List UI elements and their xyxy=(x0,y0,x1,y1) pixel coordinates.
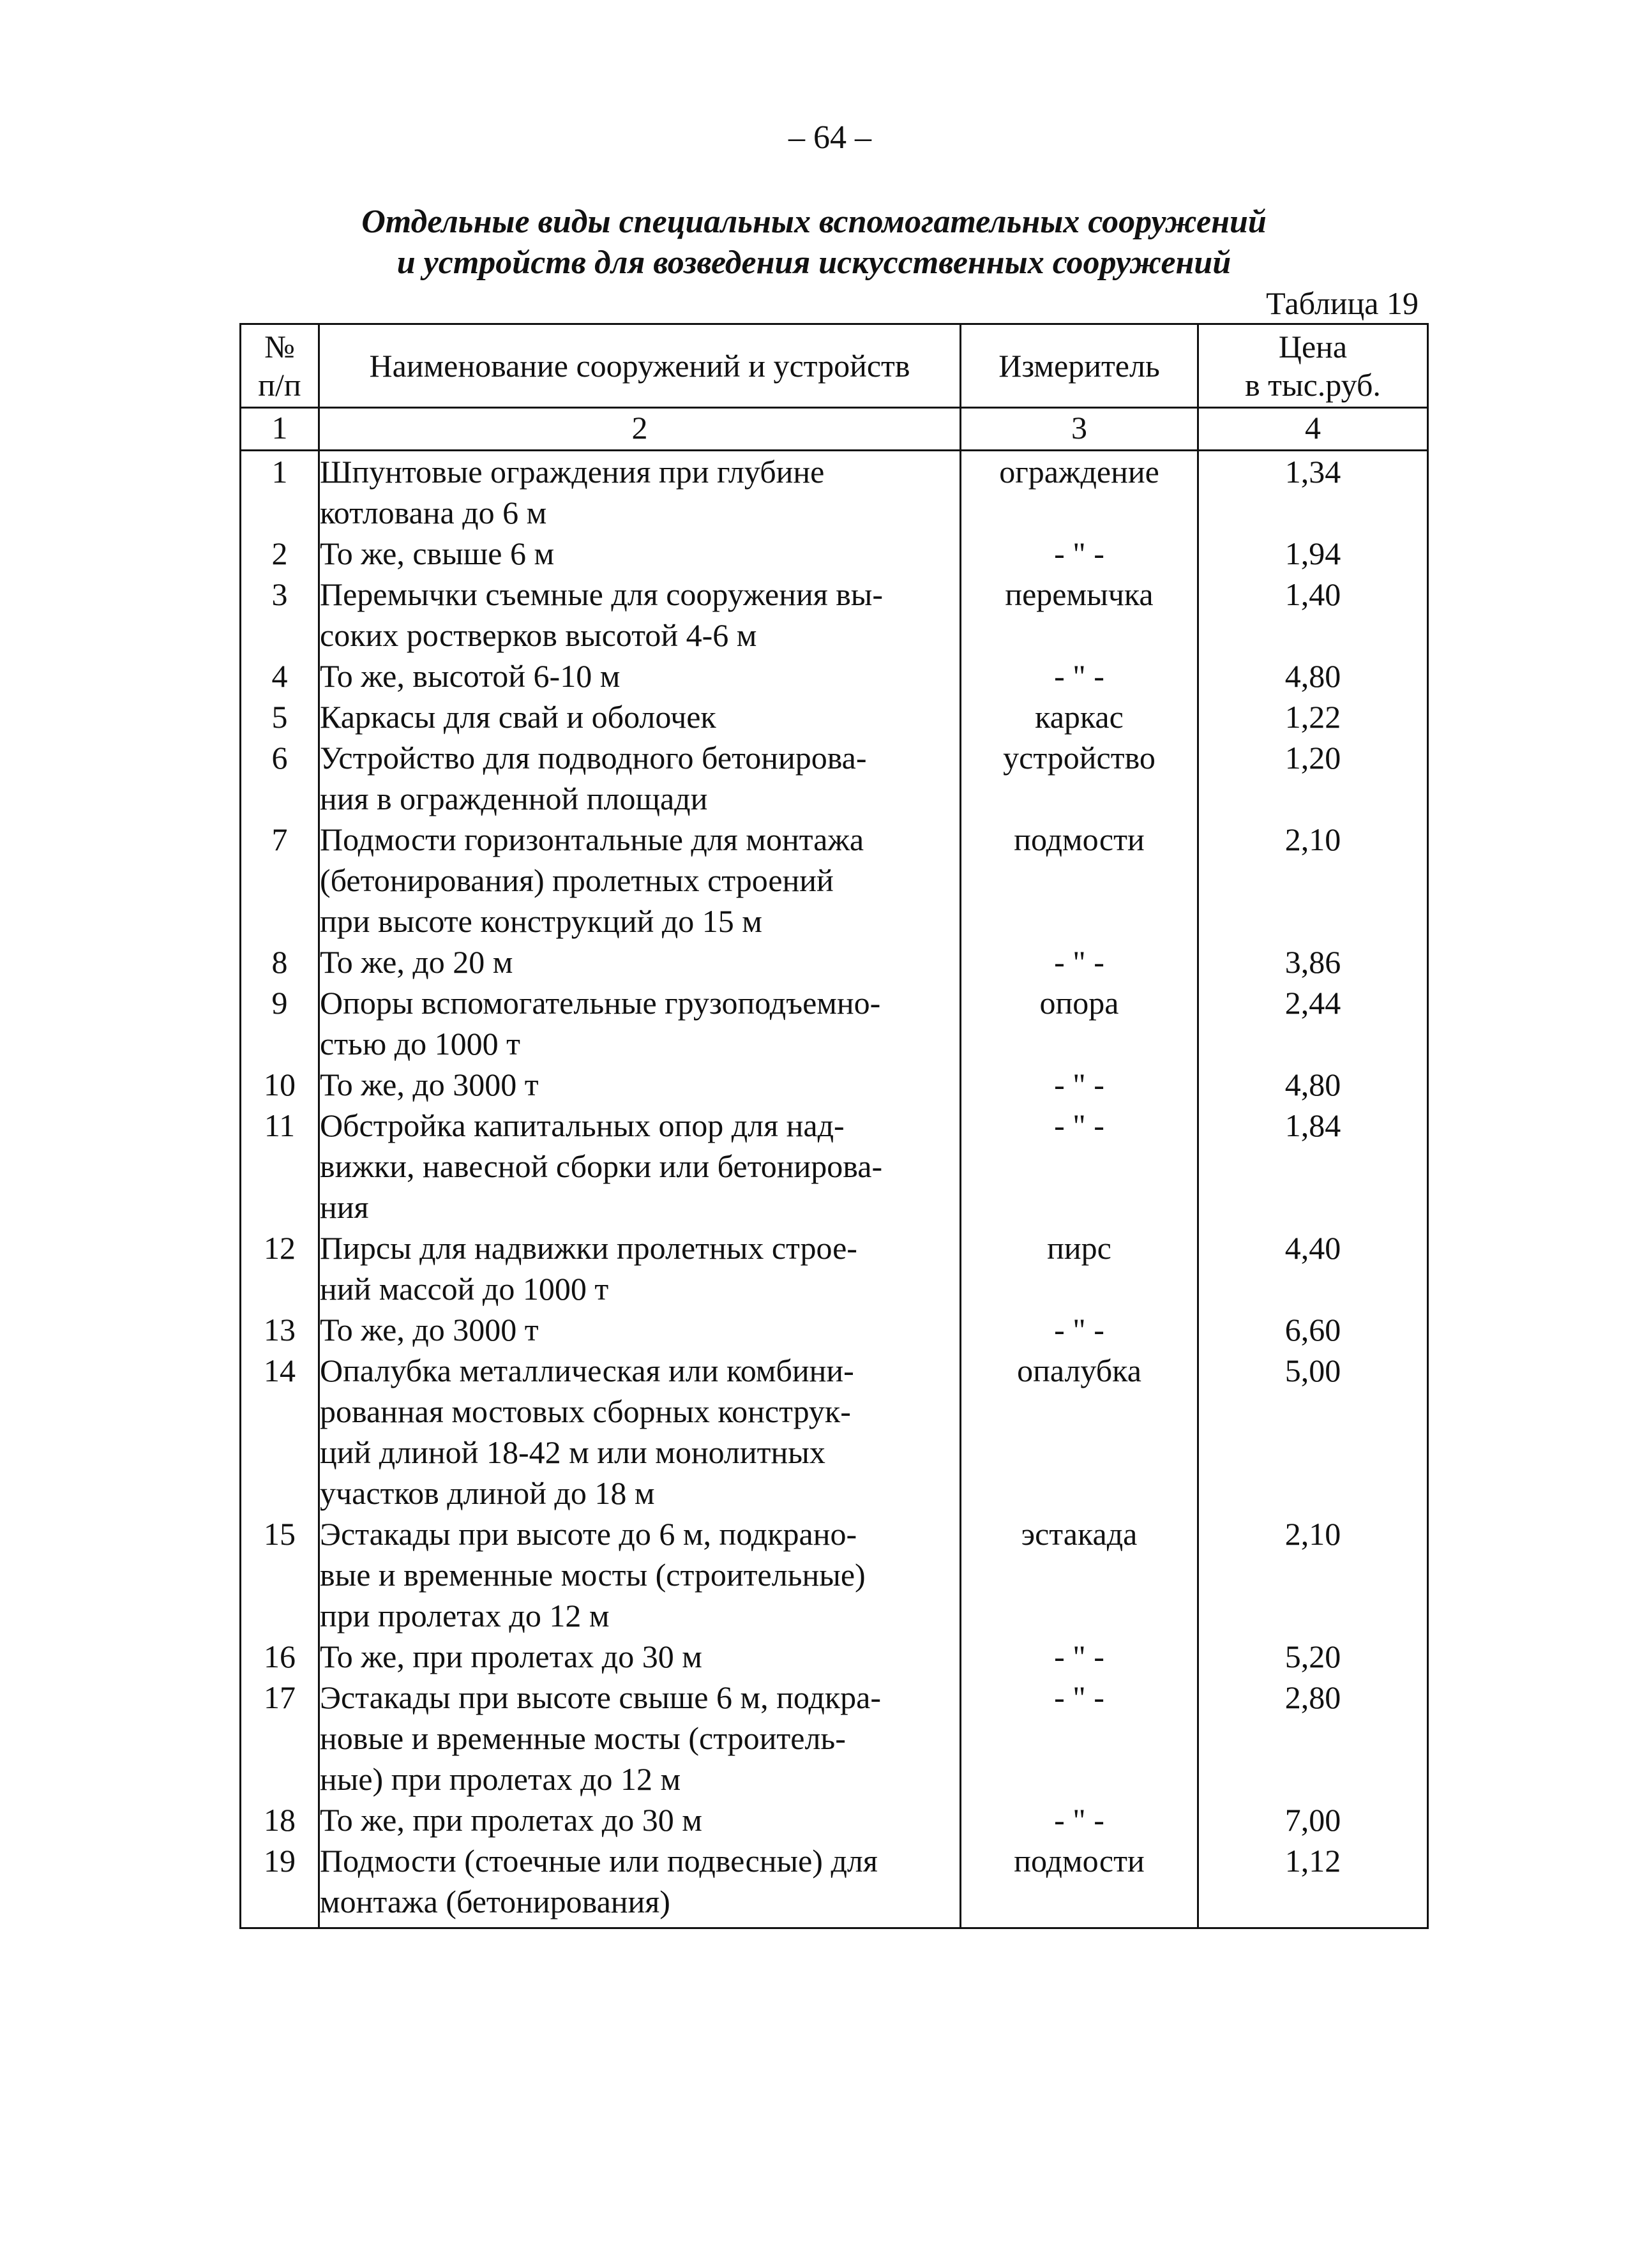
table-row xyxy=(241,1840,1428,1928)
row-unit: - " - xyxy=(961,1677,1198,1799)
row-name-line: Каркасы для свай и оболочек xyxy=(320,699,716,735)
row-name-line: Эстакады при высоте до 6 м, подкрано- xyxy=(320,1516,857,1552)
row-unit: - " - xyxy=(961,1799,1198,1840)
row-price: 4,80 xyxy=(1198,656,1428,696)
row-name-line: монтажа (бетонирования) xyxy=(320,1884,670,1919)
row-number: 6 xyxy=(241,737,319,819)
table-row xyxy=(241,574,1428,656)
row-unit: - " - xyxy=(961,1636,1198,1677)
table-header-row xyxy=(241,324,1428,408)
row-number: 15 xyxy=(241,1513,319,1636)
table-row xyxy=(241,656,1428,696)
row-number: 9 xyxy=(241,982,319,1064)
row-name xyxy=(319,1064,961,1105)
row-name-line: ния xyxy=(320,1189,369,1225)
row-unit: - " - xyxy=(961,533,1198,574)
row-name-line: Обстройка капитальных опор для над- xyxy=(320,1108,845,1143)
row-number: 1 xyxy=(241,451,319,534)
table-row xyxy=(241,1064,1428,1105)
row-price: 7,00 xyxy=(1198,1799,1428,1840)
row-name-line: То же, при пролетах до 30 м xyxy=(320,1802,702,1838)
row-unit: - " - xyxy=(961,1064,1198,1105)
page-number: – 64 – xyxy=(788,119,871,156)
header-num-line-1: № xyxy=(264,329,295,364)
row-unit: - " - xyxy=(961,656,1198,696)
row-name xyxy=(319,1677,961,1799)
row-name xyxy=(319,533,961,574)
row-unit: подмости xyxy=(961,1840,1198,1928)
row-name xyxy=(319,1799,961,1840)
row-name-line: (бетонирования) пролетных строений xyxy=(320,862,834,898)
table-row xyxy=(241,696,1428,737)
row-price: 5,20 xyxy=(1198,1636,1428,1677)
row-number: 4 xyxy=(241,656,319,696)
row-unit: перемычка xyxy=(961,574,1198,656)
row-number: 14 xyxy=(241,1350,319,1513)
header-price xyxy=(1198,324,1428,408)
table-row xyxy=(241,942,1428,982)
row-number: 17 xyxy=(241,1677,319,1799)
row-name-line: ций длиной 18-42 м или монолитных xyxy=(320,1434,825,1470)
row-price: 2,10 xyxy=(1198,1513,1428,1636)
row-name-line: Шпунтовые ограждения при глубине xyxy=(320,454,825,490)
row-name xyxy=(319,1350,961,1513)
table-row xyxy=(241,982,1428,1064)
column-number: 4 xyxy=(1198,408,1428,451)
row-name-line: То же, до 3000 т xyxy=(320,1067,539,1102)
row-number: 18 xyxy=(241,1799,319,1840)
row-name xyxy=(319,1105,961,1228)
row-name-line: вые и временные мосты (строительные) xyxy=(320,1557,866,1593)
row-number: 13 xyxy=(241,1309,319,1350)
row-unit: - " - xyxy=(961,1309,1198,1350)
table-row xyxy=(241,1309,1428,1350)
row-name-line: То же, до 20 м xyxy=(320,944,513,980)
row-name-line: То же, свыше 6 м xyxy=(320,536,555,571)
row-price: 6,60 xyxy=(1198,1309,1428,1350)
row-name-line: стью до 1000 т xyxy=(320,1026,520,1062)
row-name xyxy=(319,819,961,942)
table-title-line-1: Отдельные виды специальных вспомогательных сооружений xyxy=(361,204,1267,240)
row-name xyxy=(319,982,961,1064)
table-label: Таблица 19 xyxy=(1266,285,1419,321)
table-row xyxy=(241,1228,1428,1309)
row-unit: подмости xyxy=(961,819,1198,942)
row-name xyxy=(319,574,961,656)
row-name xyxy=(319,696,961,737)
row-price: 1,34 xyxy=(1198,451,1428,534)
table-title-line-2: и устройств для возведения искусственных сооружений xyxy=(396,244,1231,281)
row-name-line: при высоте конструкций до 15 м xyxy=(320,903,762,939)
row-name-line: Устройство для подводного бетонирова- xyxy=(320,740,867,776)
row-number: 2 xyxy=(241,533,319,574)
row-number: 7 xyxy=(241,819,319,942)
row-name-line: Перемычки съемные для сооружения вы- xyxy=(320,576,884,612)
row-name-line: Опоры вспомогательные грузоподъемно- xyxy=(320,985,881,1021)
row-number: 19 xyxy=(241,1840,319,1928)
row-name xyxy=(319,1513,961,1636)
row-name-line: новые и временные мосты (строитель- xyxy=(320,1720,846,1756)
row-name-line: Опалубка металлическая или комбини- xyxy=(320,1353,854,1388)
structures-price-table xyxy=(239,323,1429,1929)
row-name xyxy=(319,1309,961,1350)
row-unit: эстакада xyxy=(961,1513,1198,1636)
row-unit: - " - xyxy=(961,942,1198,982)
header-price-line-2: в тыс.руб. xyxy=(1245,367,1381,403)
row-price: 1,22 xyxy=(1198,696,1428,737)
table-row xyxy=(241,1350,1428,1513)
column-number: 2 xyxy=(319,408,961,451)
row-name-line: при пролетах до 12 м xyxy=(320,1598,610,1633)
row-name-line: котлована до 6 м xyxy=(320,495,547,530)
row-name xyxy=(319,1228,961,1309)
row-price: 1,94 xyxy=(1198,533,1428,574)
row-price: 2,44 xyxy=(1198,982,1428,1064)
row-number: 10 xyxy=(241,1064,319,1105)
table-row xyxy=(241,451,1428,534)
row-name xyxy=(319,1636,961,1677)
row-name-line: ные) при пролетах до 12 м xyxy=(320,1761,681,1797)
row-name-line: рованная мостовых сборных конструк- xyxy=(320,1393,851,1429)
row-unit: опалубка xyxy=(961,1350,1198,1513)
table-row xyxy=(241,533,1428,574)
row-name-line: Подмости горизонтальные для монтажа xyxy=(320,822,864,857)
row-price: 1,40 xyxy=(1198,574,1428,656)
header-unit: Измеритель xyxy=(961,324,1198,408)
row-unit: пирс xyxy=(961,1228,1198,1309)
table-row xyxy=(241,737,1428,819)
row-name-line: То же, высотой 6-10 м xyxy=(320,658,621,694)
row-unit: опора xyxy=(961,982,1198,1064)
row-name-line: Пирсы для надвижки пролетных строе- xyxy=(320,1230,857,1266)
row-name-line: ния в огражденной площади xyxy=(320,781,708,816)
row-price: 1,84 xyxy=(1198,1105,1428,1228)
table-row xyxy=(241,819,1428,942)
row-name-line: Подмости (стоечные или подвесные) для xyxy=(320,1843,878,1879)
row-name xyxy=(319,942,961,982)
row-number: 11 xyxy=(241,1105,319,1228)
row-unit: устройство xyxy=(961,737,1198,819)
row-unit: - " - xyxy=(961,1105,1198,1228)
row-name-line: вижки, навесной сборки или бетонирова- xyxy=(320,1148,883,1184)
row-name-line: То же, до 3000 т xyxy=(320,1312,539,1348)
row-name-line: То же, при пролетах до 30 м xyxy=(320,1639,702,1674)
row-number: 8 xyxy=(241,942,319,982)
column-number: 3 xyxy=(961,408,1198,451)
table-row xyxy=(241,1105,1428,1228)
row-price: 1,12 xyxy=(1198,1840,1428,1928)
column-number-row xyxy=(241,408,1428,451)
row-name-line: соких ростверков высотой 4-6 м xyxy=(320,617,757,653)
row-name xyxy=(319,656,961,696)
row-unit: ограждение xyxy=(961,451,1198,534)
row-name xyxy=(319,1840,961,1928)
row-price: 4,80 xyxy=(1198,1064,1428,1105)
table-row xyxy=(241,1636,1428,1677)
row-price: 1,20 xyxy=(1198,737,1428,819)
row-name-line: участков длиной до 18 м xyxy=(320,1475,655,1511)
table-row xyxy=(241,1513,1428,1636)
row-name-line: Эстакады при высоте свыше 6 м, подкра- xyxy=(320,1679,882,1715)
row-price: 2,80 xyxy=(1198,1677,1428,1799)
row-unit: каркас xyxy=(961,696,1198,737)
header-price-line-1: Цена xyxy=(1278,329,1348,364)
row-price: 4,40 xyxy=(1198,1228,1428,1309)
table-row xyxy=(241,1799,1428,1840)
header-name: Наименование сооружений и устройств xyxy=(319,324,961,408)
row-name xyxy=(319,737,961,819)
row-number: 12 xyxy=(241,1228,319,1309)
row-name xyxy=(319,451,961,534)
row-price: 5,00 xyxy=(1198,1350,1428,1513)
header-num-line-2: п/п xyxy=(258,367,301,403)
row-price: 3,86 xyxy=(1198,942,1428,982)
table-row xyxy=(241,1677,1428,1799)
header-num xyxy=(241,324,319,408)
column-number: 1 xyxy=(241,408,319,451)
row-number: 3 xyxy=(241,574,319,656)
row-name-line: ний массой до 1000 т xyxy=(320,1271,609,1307)
row-number: 5 xyxy=(241,696,319,737)
row-price: 2,10 xyxy=(1198,819,1428,942)
row-number: 16 xyxy=(241,1636,319,1677)
